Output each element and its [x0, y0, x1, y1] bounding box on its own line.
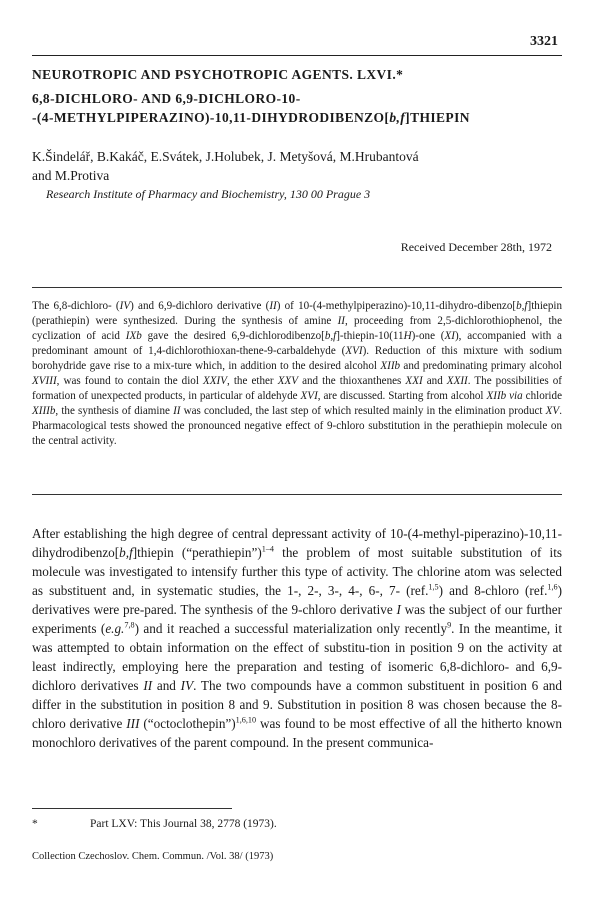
series-title: NEUROTROPIC AND PSYCHOTROPIC AGENTS. LXVI.* [32, 67, 404, 82]
authors-line-1: K.Šindelář, B.Kakáč, E.Svátek, J.Holubek, J. Metyšová, M.Hrubantová [32, 149, 419, 164]
affiliation: Research Institute of Pharmacy and Biochemistry, 130 00 Prague 3 [46, 187, 371, 201]
abstract-bottom-rule [32, 494, 562, 495]
footnote [32, 818, 277, 830]
title-line-2: -(4-METHYLPIPERAZINO)-10,11-DIHYDRODIBENZO[b,f]THIEPIN [32, 110, 470, 125]
authors-line-2: and M.Protiva [32, 168, 110, 183]
footnote-mark: * [32, 818, 38, 830]
footnote-rule [32, 808, 232, 809]
abstract-top-rule [32, 287, 562, 288]
author-list [32, 147, 552, 185]
body-paragraph: After establishing the high degree of central depressant activity of 10-(4-methyl-piperazino)-10,11-dihydrodibenzo[b,f]thiepin (“perathiepin”)$^{1-4}$ the problem of most suitable substitution of its molecule was investigated to intensify further this type of activity. The chlorine atom was selected as substituent and, in systematic studies, the 1-, 2-, 3-, 4-, 6-, 7- (ref.$^{1,5}$) and 8-chloro (ref.$^{1,6}$) derivatives were pre-pared. The synthesis of the 9-chloro derivative I was the subject of our further experiments (e.g.$^{7,8}$) and it reached a successful materialization only recently$^9$. In the meantime, it was attempted to obtain information on the effect of substitu-tion in position 9 on the activity at least indirectly, employing here the preparation and testing of isomeric 6,8-dichloro- and 6,9-dichloro derivatives II and IV. The two compounds have a common substituent in position 6 and differ in the substitution in position 8 and 9. Substitution in position 8 was chosen because the 8-chloro derivative III (“octoclothepin”)$^{1,6,10}$ was found to be most effective of all the hitherto known monochloro derivatives of the parent compound. In the present communica- [32, 526, 563, 750]
header-rule [32, 55, 562, 56]
page-number: 3321 [530, 34, 558, 49]
article-title [32, 89, 552, 127]
received-date: Received December 28th, 1972 [400, 240, 552, 254]
footnote-text: Part LXV: This Journal 38, 2778 (1973). [90, 818, 277, 830]
journal-citation: Collection Czechoslov. Chem. Commun. /Vol. 38/ (1973) [32, 851, 274, 862]
title-line-1: 6,8-DICHLORO- AND 6,9-DICHLORO-10- [32, 91, 301, 106]
abstract: The 6,8-dichloro- (IV) and 6,9-dichloro derivative (II) of 10-(4-methylpiperazino)-10,11-dihydro-dibenzo[b,f]thiepin (perathiepin) were synthesized. During the synthesis of amine II, proceeding from 2,5-dichlorothiophenol, the cyclization of acid IXb gave the desired 6,9-dichlorodibenzo[b,f]-thiepin-10(11H)-one (XI), accompanied with a predominant amount of 1,4-dichlorothioxan-thene-9-carbaldehyde (XVI). Reduction of this mixture with sodium borohydride gave rise to a mix-ture which, in addition to the desired alcohol XIIb and predominating primary alcohol XVIII, was found to contain the diol XXIV, the ether XXV and the thioxanthenes XXI and XXII. The possibilities of formation of unexpected products, in particular of aldehyde XVI, are discussed. Starting from alcohol XIIb via chloride XIIIb, the synthesis of diamine II was concluded, the last step of which resulted mainly in the elimination product XV. Pharmacological tests showed the pronounced negative effect of 9-chloro substitution in the perathiepin molecule on the central activity. [32, 300, 563, 447]
